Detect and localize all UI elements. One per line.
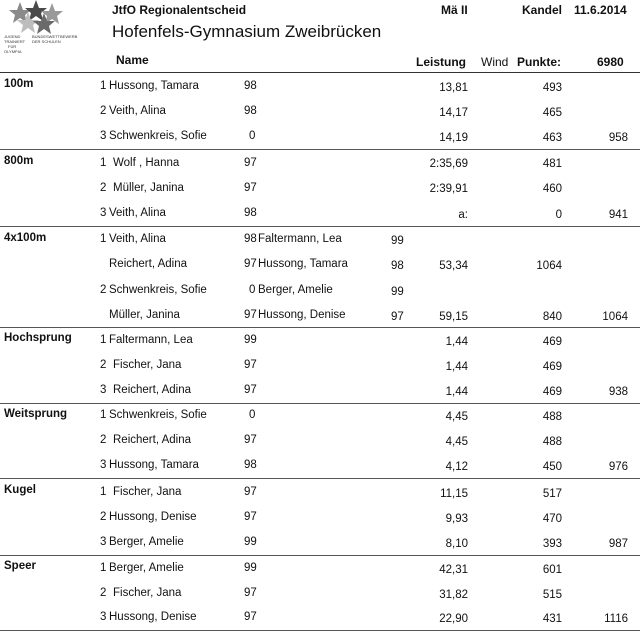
performance: 8,10 — [445, 538, 468, 550]
birth-year: 97 — [244, 359, 257, 371]
rank: 2 — [100, 284, 107, 296]
rank: 3 — [100, 384, 107, 396]
birth-year: 98 — [244, 459, 257, 471]
points: 840 — [542, 311, 562, 323]
points: 469 — [542, 336, 562, 348]
athlete-name: Reichert, Adina — [113, 384, 191, 396]
rank: 3 — [100, 611, 107, 623]
points: 465 — [542, 107, 562, 119]
points: 393 — [542, 538, 562, 550]
birth-year: 0 — [249, 130, 256, 142]
rank: 2 — [100, 434, 107, 446]
birth-year: 97 — [244, 486, 257, 498]
logo-text-left: JUGEND TRAINIERT FÜR OLYMPIA — [4, 34, 26, 54]
separator-800m — [0, 226, 640, 227]
points: 515 — [542, 589, 562, 601]
date-label: 11.6.2014 — [574, 3, 627, 17]
birth-year: 0 — [249, 409, 256, 421]
birth-year: 97 — [244, 182, 257, 194]
jtfo-logo — [2, 0, 82, 54]
logo-text-right: BUNDESWETTBEWERB DER SCHULEN — [32, 34, 78, 44]
birth-year: 98 — [244, 233, 257, 245]
performance: a: — [458, 209, 468, 221]
rank: 3 — [100, 130, 107, 142]
rank: 2 — [100, 105, 107, 117]
rank: 3 — [100, 536, 107, 548]
rank: 1 — [100, 157, 107, 169]
performance: 1,44 — [445, 361, 468, 373]
athlete-name: Schwenkreis, Sofie — [109, 130, 207, 142]
performance: 4,12 — [445, 461, 468, 473]
performance: 31,82 — [439, 589, 468, 601]
separator-4x100m — [0, 327, 640, 328]
birth-year-2: 97 — [391, 311, 404, 323]
performance: 53,34 — [439, 260, 468, 272]
athlete-name-2: Berger, Amelie — [258, 284, 333, 296]
points: 469 — [542, 386, 562, 398]
total-points: 6980 — [597, 55, 624, 69]
birth-year: 97 — [244, 434, 257, 446]
athlete-name: Berger, Amelie — [109, 536, 184, 548]
birth-year: 97 — [244, 611, 257, 623]
competition-title: JtfO Regionalentscheid — [112, 3, 247, 17]
separator-hochsprung — [0, 403, 640, 404]
birth-year: 97 — [244, 258, 257, 270]
event-name: Hochsprung — [4, 332, 72, 344]
birth-year: 98 — [244, 105, 257, 117]
performance: 14,19 — [439, 132, 468, 144]
athlete-name: Wolf , Hanna — [113, 157, 180, 169]
performance: 9,93 — [445, 513, 468, 525]
birth-year: 97 — [244, 384, 257, 396]
athlete-name: Hussong, Tamara — [109, 80, 199, 92]
event-sum: 1116 — [604, 613, 628, 625]
performance: 4,45 — [445, 436, 468, 448]
venue-label: Kandel — [522, 3, 563, 17]
points: 460 — [542, 183, 562, 195]
points: 601 — [542, 564, 562, 576]
performance: 59,15 — [439, 311, 468, 323]
separator-speer — [0, 630, 640, 631]
athlete-name: Berger, Amelie — [109, 562, 184, 574]
birth-year: 99 — [244, 536, 257, 548]
rank: 3 — [100, 459, 107, 471]
event-sum: 938 — [608, 386, 628, 398]
athlete-name: Fischer, Jana — [113, 587, 182, 599]
points: 481 — [542, 158, 562, 170]
event-name: 4x100m — [4, 232, 47, 244]
birth-year: 0 — [249, 284, 256, 296]
athlete-name-2: Hussong, Tamara — [258, 258, 348, 270]
points: 469 — [542, 361, 562, 373]
athlete-name: Hussong, Denise — [109, 611, 197, 623]
event-sum: 976 — [608, 461, 628, 473]
col-header-punkte: Punkte: — [517, 55, 562, 69]
athlete-name-2: Faltermann, Lea — [258, 233, 342, 245]
performance: 42,31 — [439, 564, 468, 576]
birth-year-2: 99 — [391, 286, 404, 298]
athlete-name: Reichert, Adina — [113, 434, 191, 446]
performance: 1,44 — [445, 386, 468, 398]
col-header-wind: Wind — [481, 55, 509, 69]
athlete-name: Veith, Alina — [109, 207, 166, 219]
points: 488 — [542, 411, 562, 423]
col-header-name: Name — [116, 53, 149, 67]
event-sum: 1064 — [602, 311, 628, 323]
points: 493 — [542, 82, 562, 94]
performance: 1,44 — [445, 336, 468, 348]
rank: 1 — [100, 334, 107, 346]
points: 517 — [542, 488, 562, 500]
athlete-name: Veith, Alina — [109, 233, 166, 245]
event-name: 100m — [4, 78, 34, 90]
athlete-name: Fischer, Jana — [113, 359, 182, 371]
birth-year: 97 — [244, 157, 257, 169]
rank: 2 — [100, 182, 107, 194]
points: 1064 — [536, 260, 562, 272]
event-name: Kugel — [4, 484, 36, 496]
school-name: Hofenfels-Gymnasium Zweibrücken — [112, 22, 382, 41]
birth-year: 98 — [244, 207, 257, 219]
athlete-name-2: Hussong, Denise — [258, 309, 346, 321]
rank: 2 — [100, 359, 107, 371]
rank: 1 — [100, 233, 107, 245]
rank: 3 — [100, 207, 107, 219]
athlete-name: Hussong, Tamara — [109, 459, 199, 471]
separator-100m — [0, 149, 640, 150]
birth-year: 97 — [244, 511, 257, 523]
birth-year: 98 — [244, 80, 257, 92]
col-header-leistung: Leistung — [416, 55, 466, 69]
birth-year: 97 — [244, 587, 257, 599]
event-sum: 987 — [608, 538, 628, 550]
athlete-name: Veith, Alina — [109, 105, 166, 117]
athlete-name: Müller, Janina — [113, 182, 184, 194]
performance: 13,81 — [439, 82, 468, 94]
event-name: Speer — [4, 560, 36, 572]
category-label: Mä II — [441, 3, 468, 17]
rank: 1 — [100, 80, 107, 92]
performance: 11,15 — [440, 488, 468, 500]
birth-year-2: 99 — [391, 235, 404, 247]
performance: 2:35,69 — [429, 158, 468, 170]
birth-year: 99 — [244, 562, 257, 574]
athlete-name: Hussong, Denise — [109, 511, 197, 523]
rank: 1 — [100, 562, 107, 574]
rank: 2 — [100, 587, 107, 599]
event-sum: 958 — [608, 132, 628, 144]
olympia-stars-icon — [2, 0, 72, 34]
athlete-name: Schwenkreis, Sofie — [109, 284, 207, 296]
points: 450 — [542, 461, 562, 473]
athlete-name: Schwenkreis, Sofie — [109, 409, 207, 421]
birth-year-2: 98 — [391, 260, 404, 272]
performance: 22,90 — [439, 613, 468, 625]
points: 431 — [542, 613, 562, 625]
rank: 1 — [100, 486, 107, 498]
athlete-name: Müller, Janina — [109, 309, 180, 321]
performance: 14,17 — [439, 107, 468, 119]
performance: 4,45 — [445, 411, 468, 423]
birth-year: 99 — [244, 334, 257, 346]
separator-header — [0, 72, 640, 73]
separator-weitsprung — [0, 478, 640, 479]
rank: 2 — [100, 511, 107, 523]
birth-year: 97 — [244, 309, 257, 321]
points: 463 — [542, 132, 562, 144]
athlete-name: Faltermann, Lea — [109, 334, 193, 346]
event-name: 800m — [4, 155, 34, 167]
athlete-name: Fischer, Jana — [113, 486, 182, 498]
event-name: Weitsprung — [4, 408, 68, 420]
separator-kugel — [0, 555, 640, 556]
performance: 2:39,91 — [429, 183, 468, 195]
points: 488 — [542, 436, 562, 448]
athlete-name: Reichert, Adina — [109, 258, 187, 270]
points: 0 — [555, 209, 562, 221]
event-sum: 941 — [608, 209, 628, 221]
rank: 1 — [100, 409, 107, 421]
points: 470 — [542, 513, 562, 525]
